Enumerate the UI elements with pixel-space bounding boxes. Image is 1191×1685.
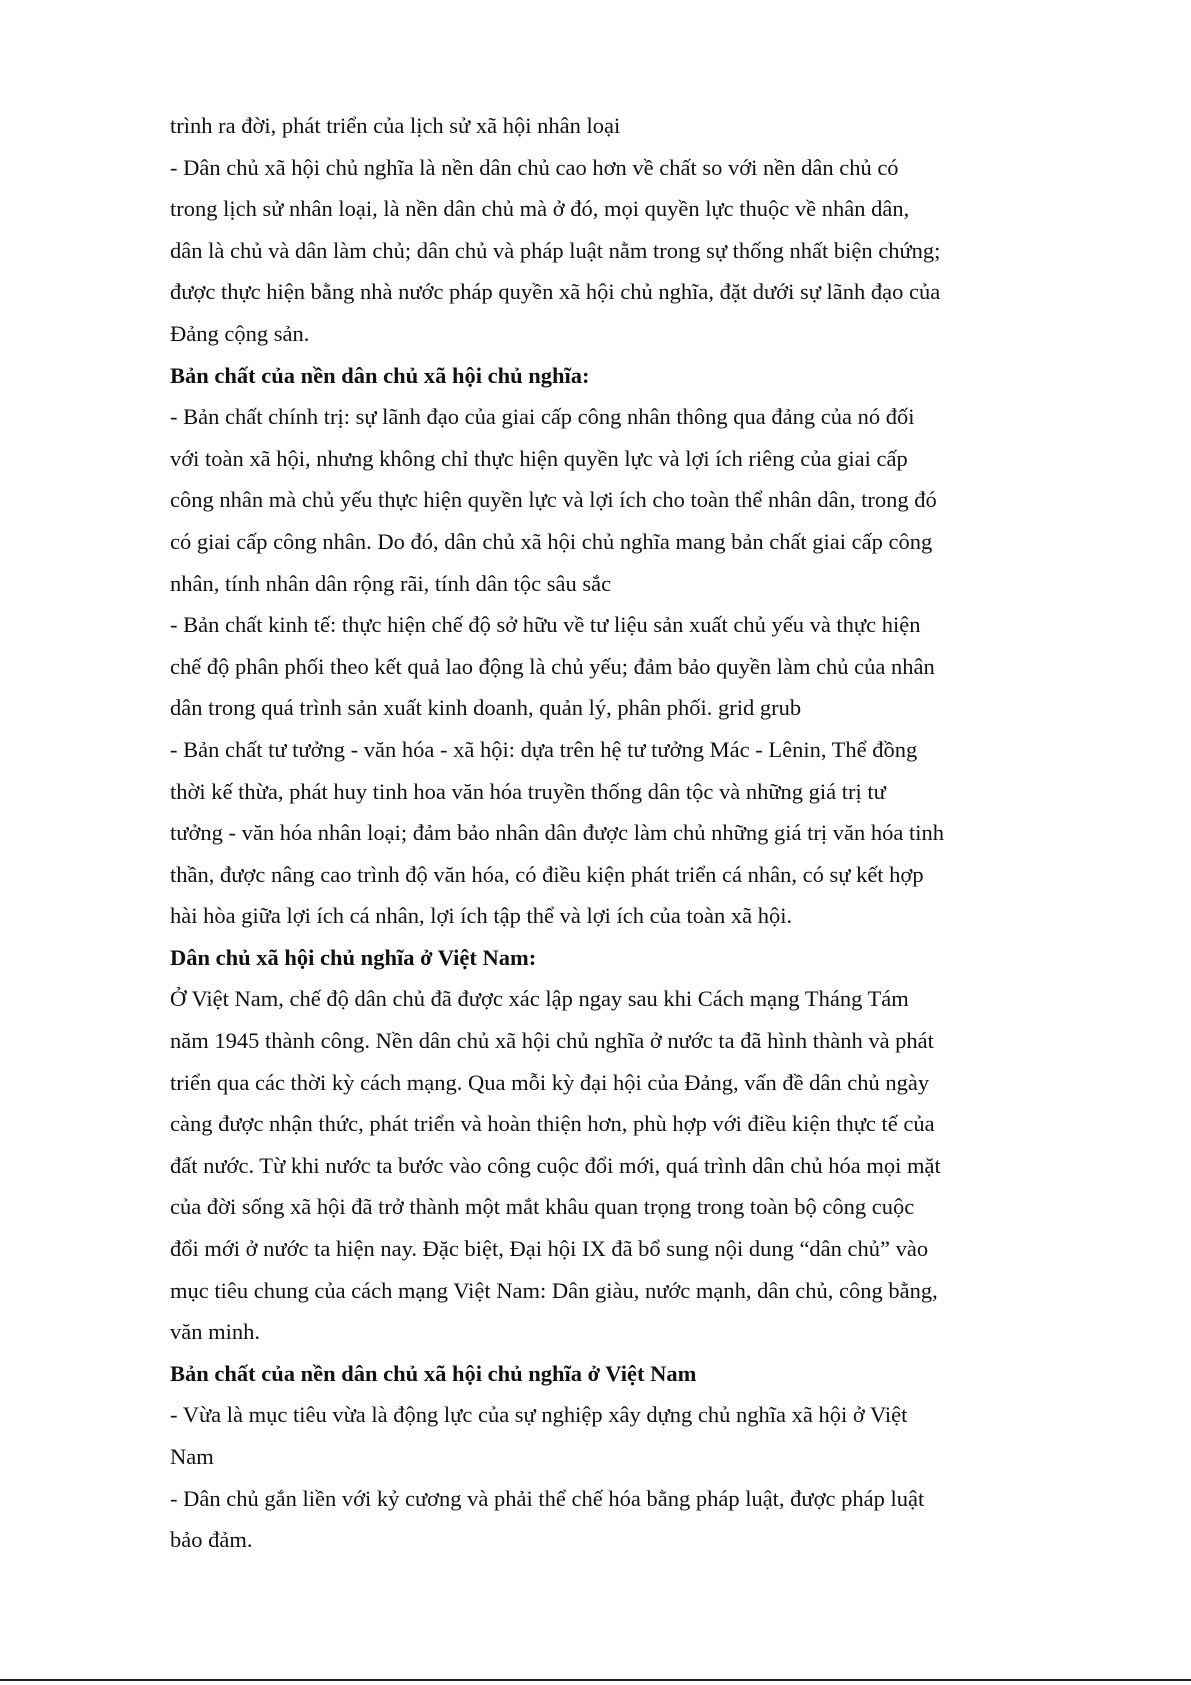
paragraph-line: có giai cấp công nhân. Do đó, dân chủ xã hội chủ nghĩa mang bản chất giai cấp công [170,528,933,554]
paragraph-line: trong lịch sử nhân loại, là nền dân chủ mà ở đó, mọi quyền lực thuộc về nhân dân, [170,196,910,222]
paragraph-line: hài hòa giữa lợi ích cá nhân, lợi ích tập thể và lợi ích của toàn xã hội. [170,903,793,929]
document-page [170,105,1030,1561]
paragraph-line: mục tiêu chung của cách mạng Việt Nam: Dân giàu, nước mạnh, dân chủ, công bằng, [170,1277,938,1303]
document-body [170,105,1030,1561]
paragraph-line: tưởng - văn hóa nhân loại; đảm bảo nhân dân được làm chủ những giá trị văn hóa tinh [170,820,944,846]
section-heading: Bản chất của nền dân chủ xã hội chủ nghĩa: [170,362,590,388]
paragraph-line: của đời sống xã hội đã trở thành một mắt khâu quan trọng trong toàn bộ công cuộc [170,1194,915,1220]
paragraph-line: đổi mới ở nước ta hiện nay. Đặc biệt, Đại hội IX đã bổ sung nội dung “dân chủ” vào [170,1236,929,1262]
paragraph-line: được thực hiện bằng nhà nước pháp quyền xã hội chủ nghĩa, đặt dưới sự lãnh đạo của [170,279,941,305]
paragraph-line: càng được nhận thức, phát triển và hoàn thiện hơn, phù hợp với điều kiện thực tế của [170,1111,935,1137]
paragraph-line: năm 1945 thành công. Nền dân chủ xã hội chủ nghĩa ở nước ta đã hình thành và phát [170,1028,934,1054]
paragraph-line: trình ra đời, phát triển của lịch sử xã hội nhân loại [170,113,621,138]
paragraph-line: thời kế thừa, phát huy tinh hoa văn hóa truyền thống dân tộc và những giá trị tư [170,778,886,804]
paragraph-line: - Bản chất chính trị: sự lãnh đạo của giai cấp công nhân thông qua đảng của nó đối [170,404,915,430]
page-bottom-divider [0,1679,1191,1681]
paragraph-line: chế độ phân phối theo kết quả lao động là chủ yếu; đảm bảo quyền làm chủ của nhân [170,653,935,679]
section-heading: Bản chất của nền dân chủ xã hội chủ nghĩa ở Việt Nam [170,1360,697,1386]
section-heading: Dân chủ xã hội chủ nghĩa ở Việt Nam: [170,944,537,970]
paragraph-line: triển qua các thời kỳ cách mạng. Qua mỗi kỳ đại hội của Đảng, vấn đề dân chủ ngày [170,1069,930,1095]
paragraph-line: - Bản chất kinh tế: thực hiện chế độ sở hữu về tư liệu sản xuất chủ yếu và thực hiện [170,612,921,638]
paragraph-line: dân là chủ và dân làm chủ; dân chủ và pháp luật nằm trong sự thống nhất biện chứng; [170,237,941,263]
paragraph-line: với toàn xã hội, nhưng không chỉ thực hiện quyền lực và lợi ích riêng của giai cấp [170,445,908,471]
paragraph-line: công nhân mà chủ yếu thực hiện quyền lực và lợi ích cho toàn thể nhân dân, trong đó [170,487,937,513]
paragraph-line: thần, được nâng cao trình độ văn hóa, có điều kiện phát triển cá nhân, có sự kết hợp [170,861,924,887]
paragraph-line: - Dân chủ gắn liền với kỷ cương và phải thể chế hóa bằng pháp luật, được pháp luật [170,1485,925,1511]
paragraph-line: Nam [170,1444,214,1469]
paragraph-line: văn minh. [170,1319,260,1345]
paragraph-line: Đảng cộng sản. [170,320,310,346]
paragraph-line: nhân, tính nhân dân rộng rãi, tính dân tộc sâu sắc [170,570,612,596]
paragraph-line: đất nước. Từ khi nước ta bước vào công cuộc đổi mới, quá trình dân chủ hóa mọi mặt [170,1152,941,1178]
paragraph-line: Ở Việt Nam, chế độ dân chủ đã được xác lập ngay sau khi Cách mạng Tháng Tám [170,986,909,1012]
paragraph-line: bảo đảm. [170,1527,253,1553]
paragraph-line: dân trong quá trình sản xuất kinh doanh, quản lý, phân phối. grid grub [170,695,802,721]
paragraph-line: - Dân chủ xã hội chủ nghĩa là nền dân chủ cao hơn về chất so với nền dân chủ có [170,154,899,180]
paragraph-line: - Vừa là mục tiêu vừa là động lực của sự nghiệp xây dựng chủ nghĩa xã hội ở Việt [170,1402,908,1428]
paragraph-line: - Bản chất tư tưởng - văn hóa - xã hội: dựa trên hệ tư tưởng Mác - Lênin, Thể đồng [170,736,918,762]
